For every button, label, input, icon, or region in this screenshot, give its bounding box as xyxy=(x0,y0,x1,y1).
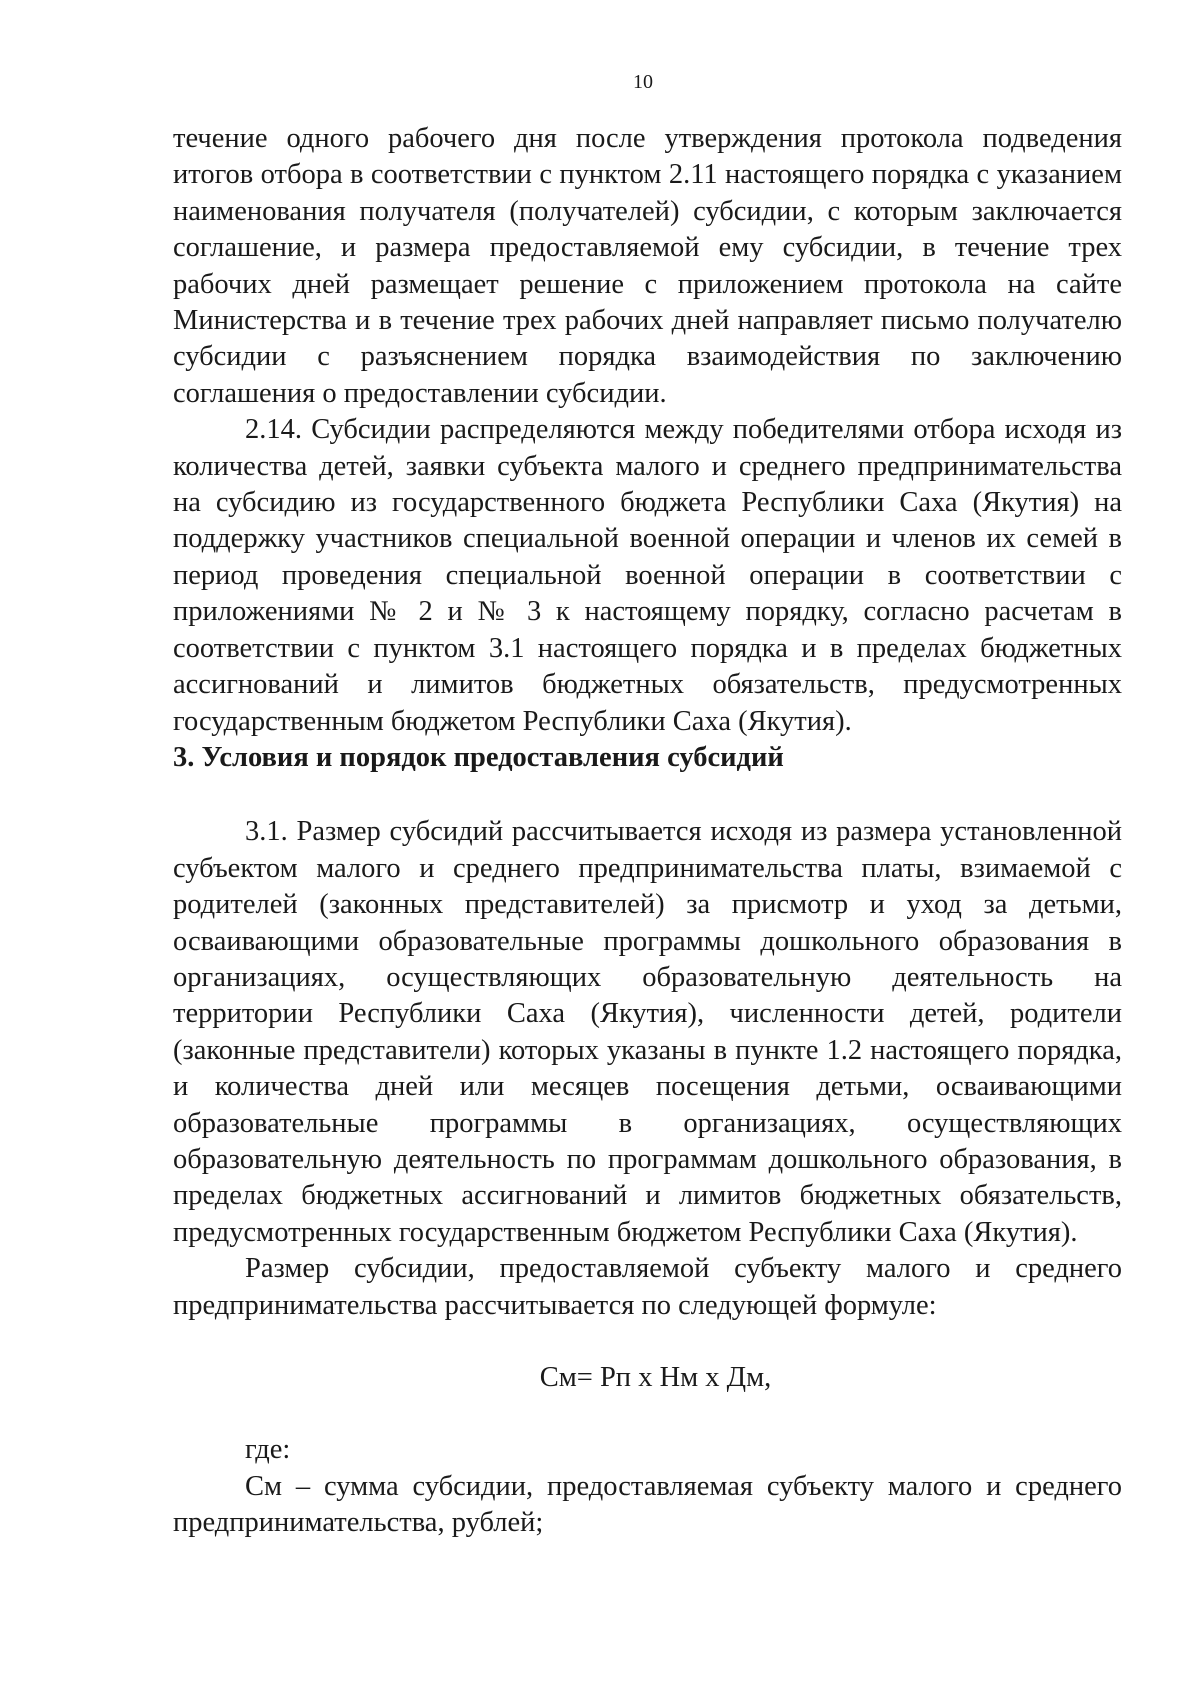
formula: См= Рп х Нм х Дм, xyxy=(539,1362,772,1393)
paragraph-continuation: течение одного рабочего дня после утверждения протокола подведения итогов отбора в соответствии с пунктом 2.11 настоящего порядка с указанием наименования получателя (получателей) субсидии, с которым заключается соглашение, и размера предоставляемой ему субсидии, в течение трех рабочих дней размещает решение с приложением протокола на сайте Министерства и в течение трех рабочих дней направляет письмо получателю субсидии с разъяснением порядка взаимодействия по заключению соглашения о предоставлении субсидии. xyxy=(173,123,1122,409)
page-number: 10 xyxy=(633,71,653,93)
section-title: 3. Условия и порядок предоставления субсидий xyxy=(173,741,784,773)
paragraph-2-14: 2.14. Субсидии распределяются между победителями отбора исходя из количества детей, заявки субъекта малого и среднего предпринимательства на субсидию из государственного бюджета Республики Саха (Якутия) на поддержку участников специальной военной операции и членов их семей в период проведения специальной военной операции в соответствии с приложениями № 2 и № 3 к настоящему порядку, согласно расчетам в соответствии с пунктом 3.1 настоящего порядка и в пределах бюджетных ассигнований и лимитов бюджетных обязательств, предусмотренных государственным бюджетом Республики Саха (Якутия). xyxy=(173,414,1122,737)
formula-definition-sm: См – сумма субсидии, предоставляемая субъекту малого и среднего предпринимательства, рублей; xyxy=(173,1470,1122,1539)
formula-where-label: где: xyxy=(245,1434,291,1466)
paragraph-3-1: 3.1. Размер субсидий рассчитывается исходя из размера установленной субъектом малого и среднего предпринимательства платы, взимаемой с родителей (законных представителей) за присмотр и уход за детьми, осваивающими образовательные программы дошкольного образования в организациях, осуществляющих образовательную деятельность на территории Республики Саха (Якутия), численности детей, родители (законные представители) которых указаны в пункте 1.2 настоящего порядка, и количества дней или месяцев посещения детьми, осваивающими образовательные программы в организациях, осуществляющих образовательную деятельность по программам дошкольного образования, в пределах бюджетных ассигнований и лимитов бюджетных обязательств, предусмотренных государственным бюджетом Республики Саха (Якутия). xyxy=(173,816,1122,1248)
paragraph-formula-intro: Размер субсидии, предоставляемой субъекту малого и среднего предпринимательства рассчитывается по следующей формуле: xyxy=(173,1253,1122,1321)
document-body xyxy=(173,121,1122,1542)
